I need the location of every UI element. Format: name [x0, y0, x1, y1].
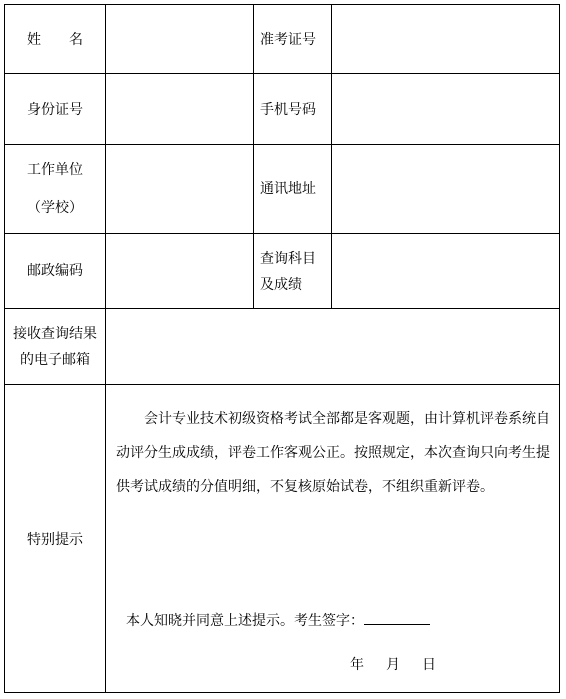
row-divider	[4, 73, 560, 74]
exam-id-label: 准考证号	[260, 32, 316, 48]
row-divider	[4, 384, 560, 385]
signature-text: 本人知晓并同意上述提示。考生签字：	[126, 613, 364, 629]
row-divider	[4, 233, 560, 234]
column-divider	[105, 4, 106, 693]
date-year-label: 年	[350, 657, 364, 673]
email-label-line2: 的电子邮箱	[20, 352, 90, 368]
notice-line: 动评分生成成绩，评卷工作客观公正。按照规定，本次查询只向考生提	[116, 445, 550, 461]
signature-statement	[126, 610, 430, 631]
signature-line	[364, 610, 430, 625]
column-divider	[331, 4, 332, 309]
notice-line: 供考试成绩的分值明细，不复核原始试卷，不组织重新评卷。	[116, 479, 494, 495]
query-subject-label-line2: 及成绩	[260, 277, 302, 293]
postcode-label: 邮政编码	[27, 263, 83, 279]
date-month-label: 月	[386, 657, 400, 673]
work-unit-label-line2: （学校）	[27, 200, 83, 216]
date-day-label: 日	[422, 657, 436, 673]
name-label: 姓 名	[27, 32, 83, 48]
id-number-label: 身份证号	[27, 102, 83, 118]
special-notice-label: 特别提示	[27, 532, 83, 548]
query-subject-label-line1: 查询科目	[260, 251, 316, 267]
notice-line: 会计专业技术初级资格考试全部都是客观题，由计算机评卷系统自	[144, 411, 550, 427]
notice-paragraph	[116, 402, 548, 504]
column-divider	[253, 4, 254, 309]
work-unit-label-line1: 工作单位	[27, 162, 83, 178]
email-label-line1: 接收查询结果	[13, 326, 97, 342]
row-divider	[4, 308, 560, 309]
address-label: 通讯地址	[260, 181, 316, 197]
row-divider	[4, 144, 560, 145]
phone-label: 手机号码	[260, 102, 316, 118]
